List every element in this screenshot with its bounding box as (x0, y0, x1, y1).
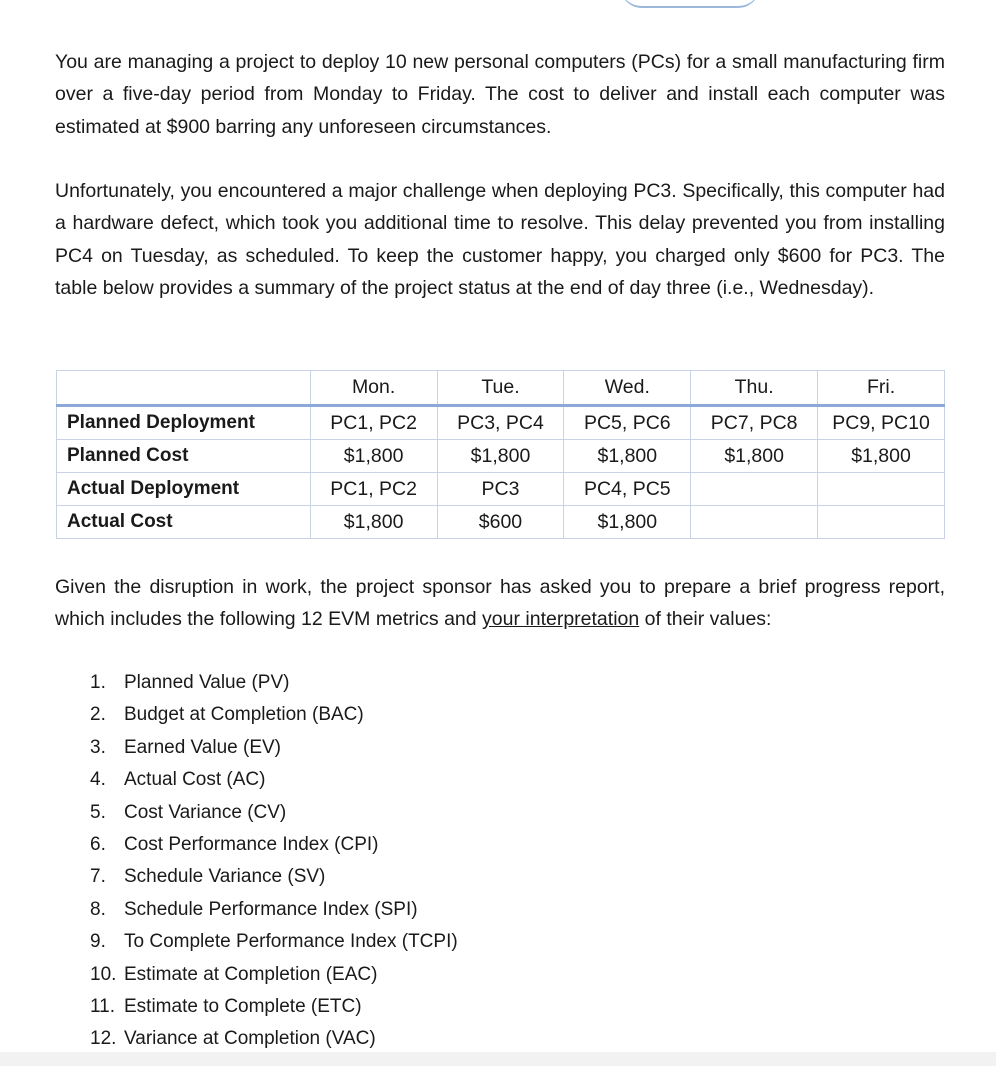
list-text: To Complete Performance Index (TCPI) (124, 931, 458, 953)
list-text: Estimate to Complete (ETC) (124, 996, 362, 1018)
list-text: Budget at Completion (BAC) (124, 704, 364, 726)
list-item (90, 667, 458, 699)
cropped-heading-fragment (620, 0, 760, 8)
table-cell: $600 (437, 506, 564, 539)
list-text: Cost Variance (CV) (124, 801, 287, 823)
table-cell: PC5, PC6 (564, 406, 691, 440)
table-cell: $1,800 (310, 506, 437, 539)
list-item (90, 959, 458, 991)
request-text-underlined: your interpretation (482, 608, 640, 631)
table-cell: PC9, PC10 (818, 406, 945, 440)
list-number: 7. (90, 866, 106, 888)
list-text: Variance at Completion (VAC) (124, 1028, 376, 1050)
list-number: 11. (90, 996, 116, 1018)
list-item (90, 764, 458, 796)
list-number: 4. (90, 769, 106, 791)
table-row-actual-cost (57, 506, 945, 539)
list-number: 1. (90, 672, 106, 693)
column-header-wed: Wed. (564, 371, 691, 406)
list-number: 8. (90, 898, 106, 920)
list-number: 6. (90, 834, 106, 856)
list-item (90, 991, 458, 1023)
list-item (90, 699, 458, 731)
table-cell: $1,800 (564, 506, 691, 539)
table-cell: $1,800 (818, 440, 945, 473)
row-label: Actual Cost (57, 506, 311, 539)
intro-paragraph-1: You are managing a project to deploy 10 new personal computers (PCs) for a small manufacturing firm over a five-day period from Monday to Friday. The cost to deliver and install each computer was estimated at $900 barring any unforeseen circumstances. (55, 51, 945, 138)
row-label: Planned Deployment (57, 406, 311, 440)
list-text: Schedule Performance Index (SPI) (124, 898, 418, 920)
column-header-mon: Mon. (310, 371, 437, 406)
list-number: 10. (90, 963, 117, 985)
table-cell (691, 473, 818, 506)
table-cell (691, 506, 818, 539)
table-cell: PC3, PC4 (437, 406, 564, 440)
list-item (90, 732, 458, 764)
table-cell: PC3 (437, 473, 564, 506)
list-item (90, 829, 458, 861)
list-text: Actual Cost (AC) (124, 769, 266, 791)
intro-paragraph-2: Unfortunately, you encountered a major challenge when deploying PC3. Specifically, this computer had a hardware defect, which took you additional time to resolve. This delay prevented you from installing PC4 on Tuesday, as scheduled. To keep the customer happy, you charged only $600 for PC3. The table below provides a summary of the project status at the end of day three (i.e., Wednesday). (55, 180, 945, 299)
table-cell: $1,800 (564, 440, 691, 473)
list-text: Schedule Variance (SV) (124, 866, 326, 888)
request-paragraph (55, 571, 945, 636)
page-bottom-band (0, 1052, 996, 1066)
list-item (90, 861, 458, 893)
list-text: Earned Value (EV) (124, 736, 282, 758)
table-row-planned-cost (57, 440, 945, 473)
list-text: Planned Value (PV) (124, 672, 290, 693)
table-corner-cell (57, 371, 311, 406)
list-item (90, 894, 458, 926)
list-number: 9. (90, 931, 106, 953)
list-item (90, 797, 458, 829)
row-label: Actual Deployment (57, 473, 311, 506)
evm-metrics-list (90, 667, 458, 1056)
row-label: Planned Cost (57, 440, 311, 473)
list-item (90, 926, 458, 958)
list-number: 5. (90, 801, 106, 823)
table-cell (818, 506, 945, 539)
table-header-row (57, 371, 945, 406)
request-text-before: Given the disruption in work, the project sponsor has asked you to prepare a brief progress report, which includes the following 12 EVM metrics and (55, 576, 945, 631)
table-cell: PC1, PC2 (310, 406, 437, 440)
table-cell: $1,800 (437, 440, 564, 473)
column-header-thu: Thu. (691, 371, 818, 406)
request-text-after: of their values: (639, 608, 772, 631)
table-cell: PC1, PC2 (310, 473, 437, 506)
column-header-tue: Tue. (437, 371, 564, 406)
table-cell: PC4, PC5 (564, 473, 691, 506)
list-number: 2. (90, 704, 106, 726)
list-number: 12. (90, 1028, 117, 1050)
list-number: 3. (90, 736, 106, 758)
list-item (90, 1023, 458, 1055)
table-cell: $1,800 (310, 440, 437, 473)
table-row-actual-deployment (57, 473, 945, 506)
list-text: Cost Performance Index (CPI) (124, 834, 379, 856)
table-row-planned-deployment (57, 406, 945, 440)
table-cell: PC7, PC8 (691, 406, 818, 440)
project-status-table (56, 370, 945, 539)
column-header-fri: Fri. (818, 371, 945, 406)
table-cell: $1,800 (691, 440, 818, 473)
table-cell (818, 473, 945, 506)
list-text: Estimate at Completion (EAC) (124, 963, 378, 985)
